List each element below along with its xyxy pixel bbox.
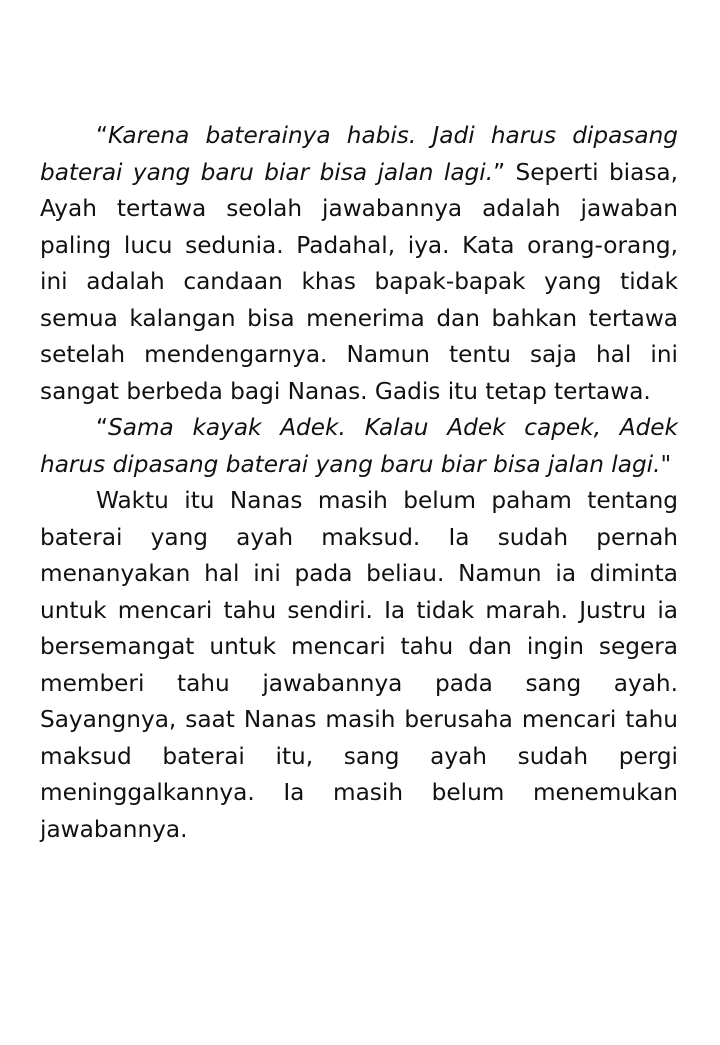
open-quote: “ xyxy=(96,414,109,441)
paragraph-2 xyxy=(40,410,678,483)
open-quote: “ xyxy=(96,122,109,149)
dialogue-text: Karena baterainya habis. Jadi harus dipasang baterai yang baru biar bisa jalan lagi. xyxy=(40,122,678,186)
close-quote: ” xyxy=(493,158,506,186)
paragraph-1 xyxy=(40,118,678,410)
narration-text: Seperti biasa, Ayah tertawa seolah jawabannya adalah jawaban paling lucu sedunia. Padahal, iya. Kata orang-orang, ini adalah candaan khas bapak-bapak yang tidak semua kalangan bisa menerima dan bahkan tertawa setelah mendengarnya. Namun tentu saja hal ini sangat berbeda bagi Nanas. Gadis itu tetap tertawa. xyxy=(40,158,678,405)
dialogue-text: Sama kayak Adek. Kalau Adek capek, Adek harus dipasang baterai yang baru biar bisa jalan lagi. xyxy=(40,414,678,478)
page-text xyxy=(40,118,678,848)
close-quote: " xyxy=(660,450,672,478)
paragraph-3: Waktu itu Nanas masih belum paham tentang baterai yang ayah maksud. Ia sudah pernah menanyakan hal ini pada beliau. Namun ia diminta untuk mencari tahu sendiri. Ia tidak marah. Justru ia bersemangat untuk mencari tahu dan ingin segera memberi tahu jawabannya pada sang ayah. Sayangnya, saat Nanas masih berusaha mencari tahu maksud baterai itu, sang ayah sudah pergi meninggalkannya. Ia masih belum menemukan jawabannya. xyxy=(40,487,678,843)
